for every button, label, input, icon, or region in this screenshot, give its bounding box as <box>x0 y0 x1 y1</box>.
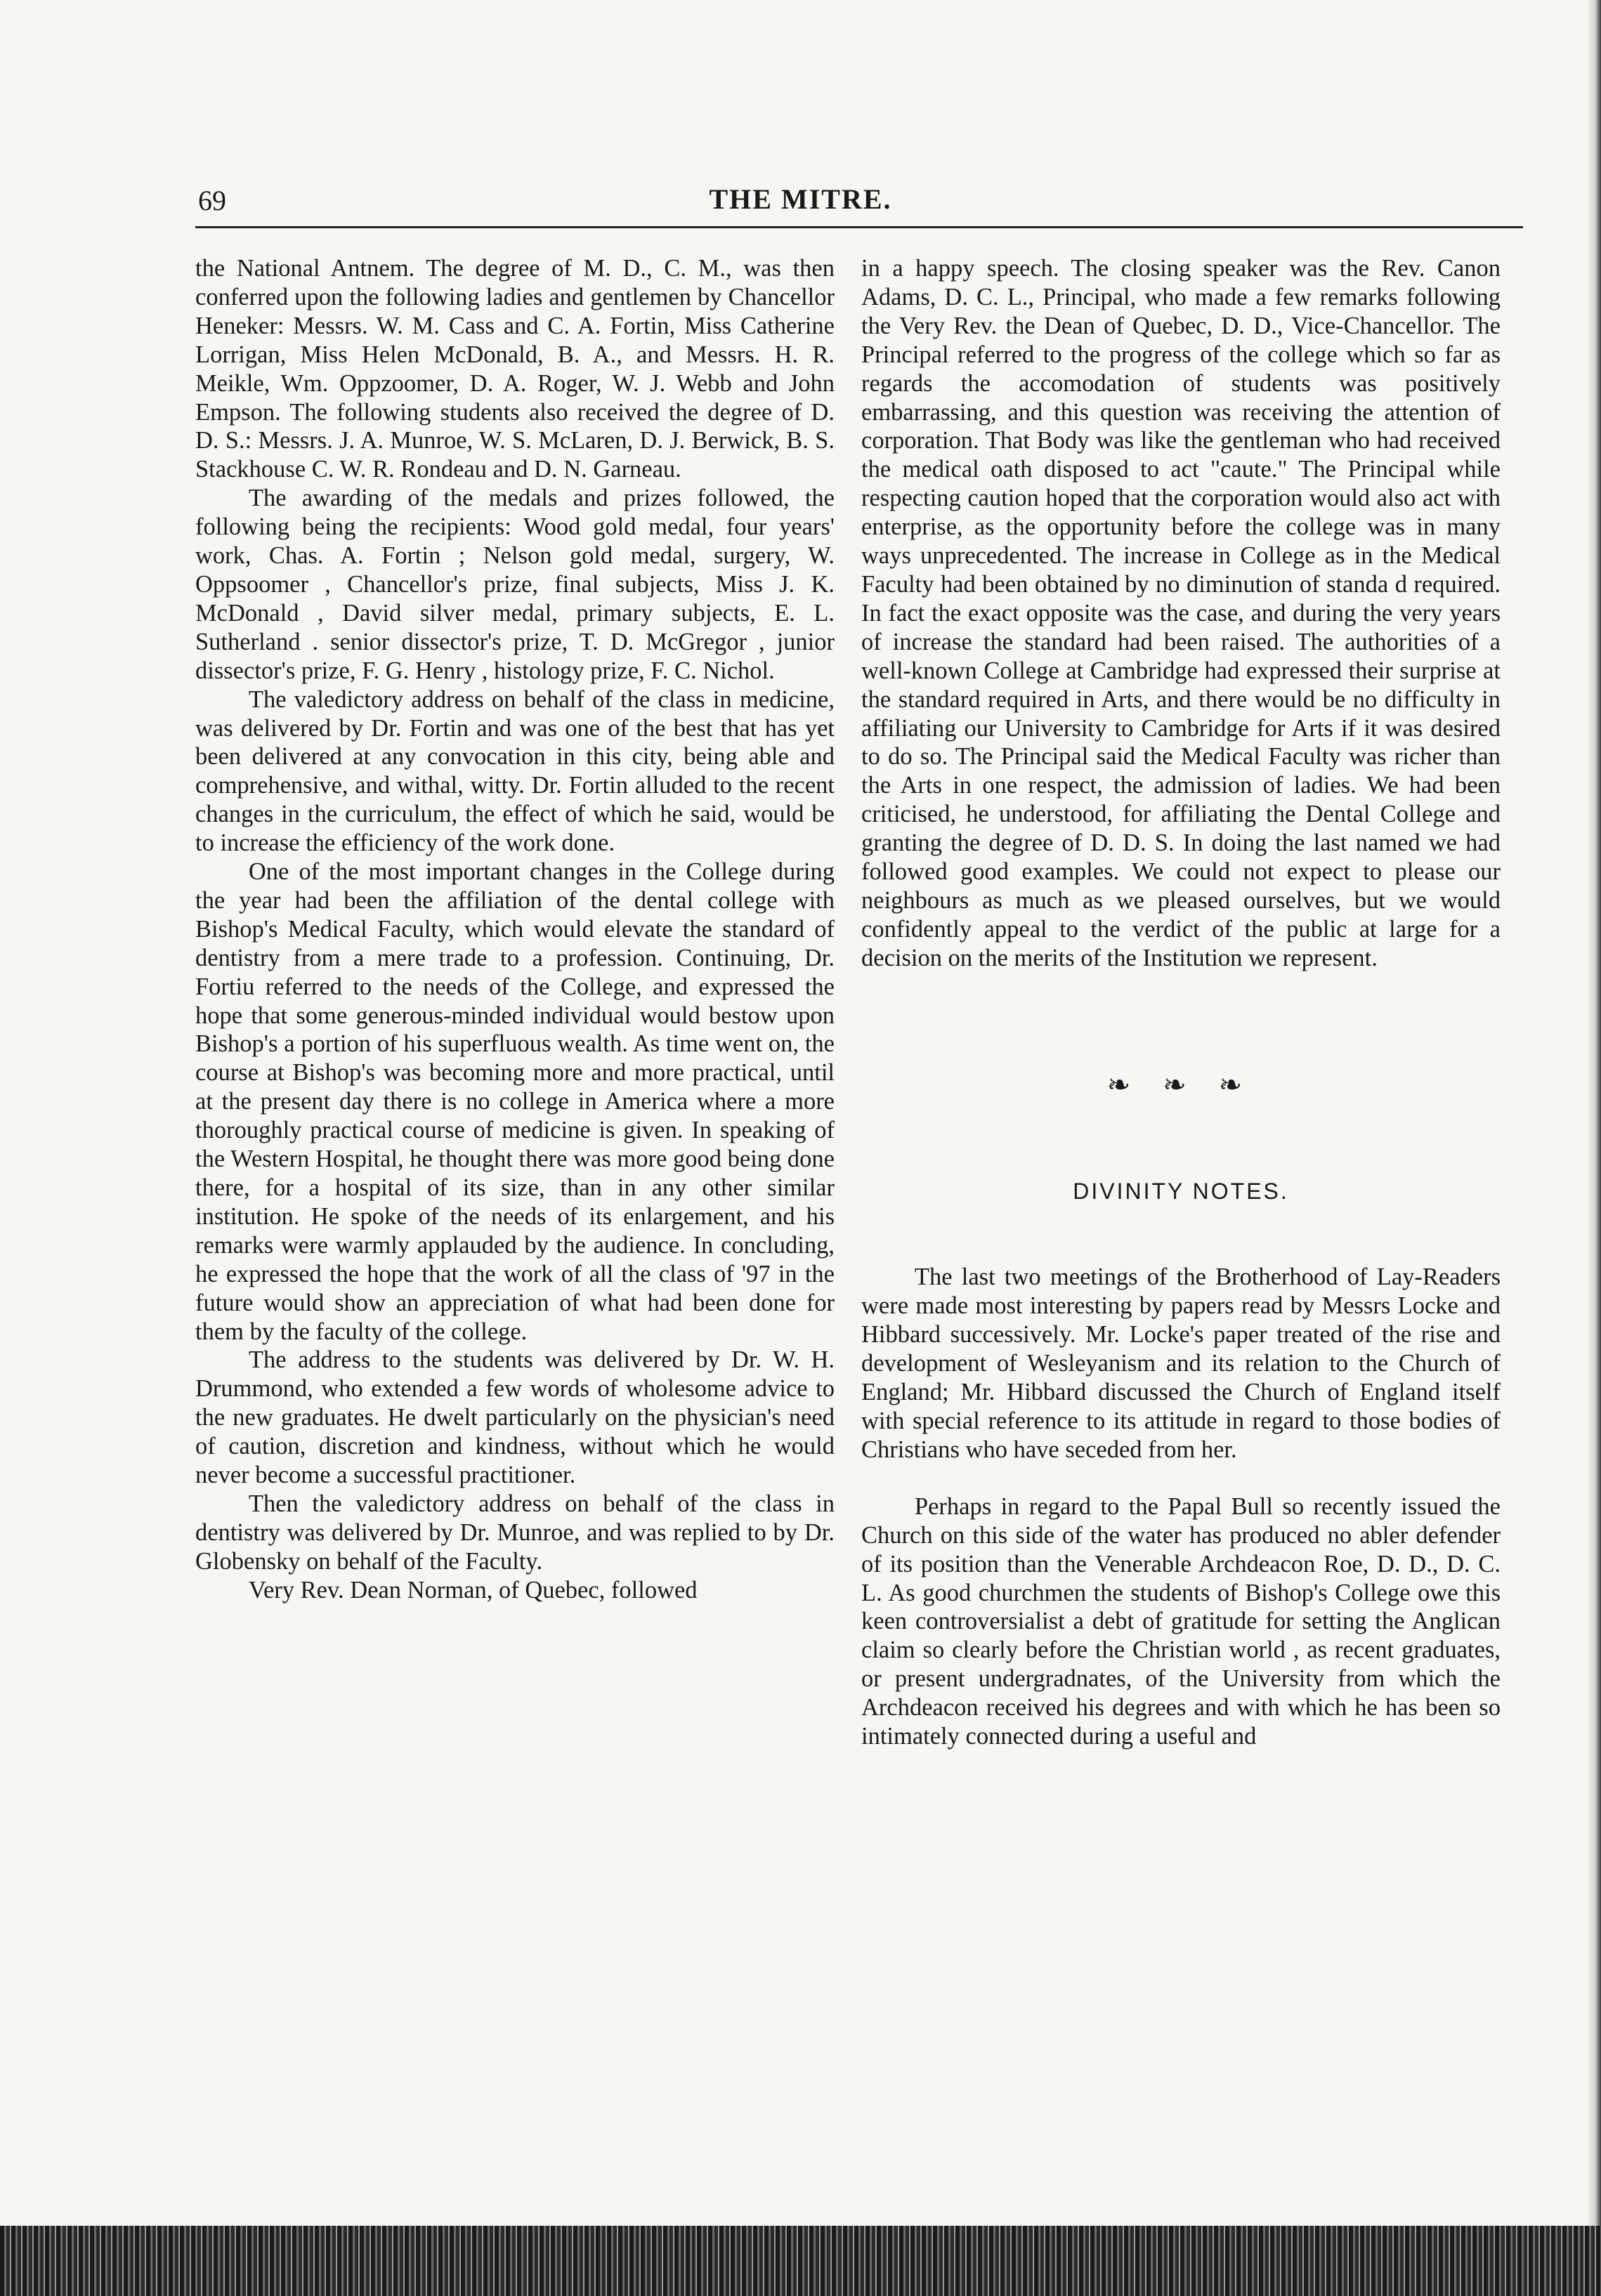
paragraph: Then the valedictory address on behalf of the class in dentistry was delivered by Dr. Munroe, and was replied to by Dr. Globensky on behalf of the Faculty. <box>195 1490 835 1575</box>
paragraph: The awarding of the medals and prizes followed, the following being the recipients: Wood gold medal, four years' work, Chas. A. Fortin ; Nelson gold medal, surgery, W. Oppsoomer , Chancellor's prize, final subjects, Miss J. K. McDonald , David silver medal, primary subjects, E. L. Sutherland . senior dissector's prize, T. D. McGregor , junior dissector's prize, F. G. Henry , histology prize, F. C. Nichol. <box>195 485 835 684</box>
paragraph: the National Antnem. The degree of M. D., C. M., was then conferred upon the following ladies and gentlemen by Chancellor Heneker: Messrs. W. M. Cass and C. A. Fortin, Miss Catherine Lorrigan, Miss Helen McDonald, B. A., and Messrs. H. R. Meikle, Wm. Oppzoomer, D. A. Roger, W. J. Webb and John Empson. The following students also received the degree of D. D. S.: Messrs. J. A. Munroe, W. S. McLaren, D. J. Berwick, B. S. Stackhouse C. W. R. Rondeau and D. N. Garneau. <box>195 255 835 483</box>
paragraph: in a happy speech. The closing speaker was the Rev. Canon Adams, D. C. L., Principal, who made a few remarks following the Very Rev. the Dean of Quebec, D. D., Vice-Chancellor. The Principal referred to the progress of the college which so far as regards the accomodation of students was positively embarrassing, and this question was receiving the attention of corporation. That Body was like the gentleman who had received the medical oath disposed to act "caute." The Principal while respecting caution hoped that the corporation would also act with enterprise, as the opportunity before the college was in many ways unprecedented. The increase in College as in the Medical Faculty had been obtained by no diminution of standa d required. In fact the exact opposite was the case, and during the very years of increase the standard had been raised. The authorities of a well-known College at Cambridge had expressed their surprise at the standard required in Arts, and there would be no difficulty in affiliating our University to Cambridge for Arts if it was desired to do so. The Principal said the Medical Faculty was richer than the Arts in one respect, the admission of ladies. We had been criticised, he understood, for affiliating the Dental College and granting the degree of D. D. S. In doing the last named we had followed good examples. We could not expect to please our neighbours as much as we pleased ourselves, but we would confidently appeal to the verdict of the public at large for a decision on the merits of the Institution we represent. <box>861 255 1501 971</box>
scan-edge <box>1587 0 1601 2296</box>
header-rule <box>195 226 1523 228</box>
paragraph: Perhaps in regard to the Papal Bull so recently issued the Church on this side of the water has produced no abler defender of its position than the Venerable Archdeacon Roe, D. D., D. C. L. As good churchmen the students of Bishop's College owe this keen controversialist a debt of gratitude for setting the Anglican claim so clearly before the Christian world , as recent graduates, or present undergradnates, of the University from which the Archdeacon received his degrees and with which he has been so intimately connected during a useful and <box>861 1493 1501 1750</box>
scan-bottom-edge <box>0 2226 1601 2296</box>
paragraph: The valedictory address on behalf of the class in medicine, was delivered by Dr. Fortin and was one of the best that has yet been delivered at any convocation in this city, being able and comprehensive, and withal, witty. Dr. Fortin alluded to the recent changes in the curriculum, the effect of which he said, would be to increase the efficiency of the work done. <box>195 685 835 857</box>
paragraph: One of the most important changes in the College during the year had been the affiliation of the dental college with Bishop's Medical Faculty, which would elevate the standard of dentistry from a mere trade to a profession. Continuing, Dr. Fortiu referred to the needs of the College, and expressed the hope that some generous-minded individual would bestow upon Bishop's a portion of his superfluous wealth. As time went on, the course at Bishop's was becoming more and more practical, until at the present day there is no college in America where a more thoroughly practical course of medicine is given. In speaking of the Western Hospital, he thought there was more good being done there, for a hospital of its size, than in any other similar institution. He spoke of the needs of its enlargement, and his remarks were warmly applauded by the audience. In concluding, he expressed the hope that the work of all the class of '97 in the future would show an appreciation of what had been done for them by the faculty of the college. <box>195 858 835 1345</box>
running-title: THE MITRE. <box>709 183 892 215</box>
paragraph: The last two meetings of the Brotherhood of Lay-Readers were made most interesting by papers read by Messrs Locke and Hibbard successively. Mr. Locke's paper treated of the rise and development of Wesleyanism and its relation to the Church of England; Mr. Hibbard discussed the Church of England itself with special reference to its attitude in regard to those bodies of Christians who have seceded from her. <box>861 1264 1501 1463</box>
left-column <box>195 254 835 1605</box>
ornament-icon: ❧ ❧ ❧ <box>1106 1068 1255 1101</box>
page-number: 69 <box>198 185 226 216</box>
right-column <box>861 254 1501 1751</box>
section-heading: DIVINITY NOTES. <box>1073 1178 1289 1204</box>
paragraph: Very Rev. Dean Norman, of Quebec, followed <box>248 1576 698 1603</box>
paragraph: The address to the students was delivered by Dr. W. H. Drummond, who extended a few words of wholesome advice to the new graduates. He dwelt particularly on the physician's need of caution, discretion and kindness, without which he would never become a successful practitioner. <box>195 1346 835 1489</box>
